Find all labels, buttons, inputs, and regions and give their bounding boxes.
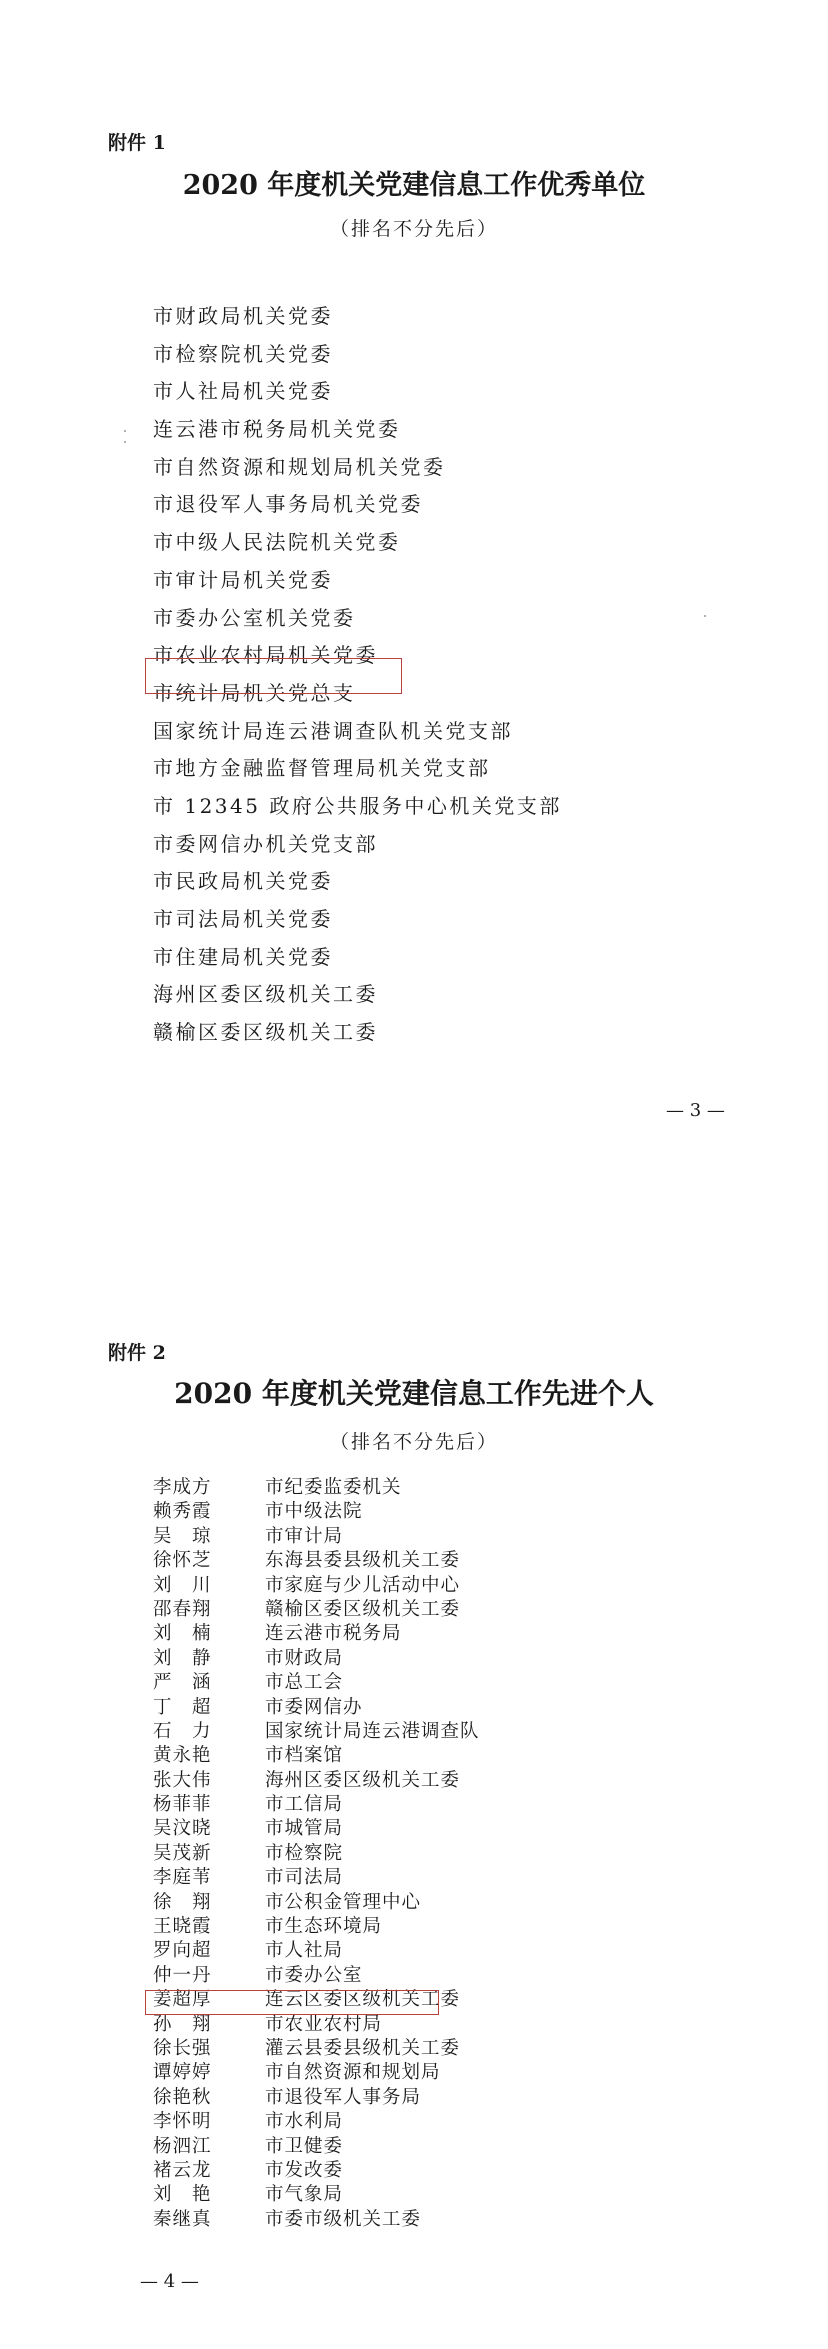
person-row: [153, 1793, 480, 1817]
unit-list-item-highlighted: 市农业农村局机关党委: [153, 643, 378, 668]
person-org: 国家统计局连云港调查队: [265, 1720, 480, 1742]
person-row: [153, 1915, 480, 1939]
person-name: 吴茂新: [153, 1842, 212, 1864]
person-name: 丁 超: [153, 1696, 212, 1718]
person-row: [153, 1842, 480, 1866]
unit-list-item: 市委网信办机关党支部: [153, 831, 378, 856]
person-row: [153, 2135, 480, 2159]
person-org: 市总工会: [265, 1672, 344, 1694]
person-row: [153, 2208, 480, 2232]
highlight-box: [145, 1990, 439, 2015]
person-org: 市委网信办: [265, 1696, 363, 1718]
unit-list-item: 市中级人民法院机关党委: [153, 530, 401, 555]
person-org: 市审计局: [265, 1525, 344, 1547]
person-name: 仲一丹: [153, 1964, 212, 1986]
person-name: 秦继真: [153, 2208, 212, 2230]
person-row: [153, 2061, 480, 2085]
person-list: [153, 1476, 480, 2232]
person-org: 连云区委区级机关工委: [265, 1989, 461, 2011]
unit-list-item: 市审计局机关党委: [153, 567, 333, 592]
document-page-4: [0, 1175, 828, 2349]
person-name: 刘 楠: [153, 1623, 212, 1645]
person-name: 黄永艳: [153, 1745, 212, 1767]
person-row: [153, 1549, 480, 1573]
unit-list-item: 市民政局机关党委: [153, 869, 333, 894]
person-row: [153, 1622, 480, 1646]
person-row: [153, 2110, 480, 2134]
person-row: [153, 1671, 480, 1695]
person-org: 海州区委区级机关工委: [265, 1769, 461, 1791]
person-name: 刘 艳: [153, 2184, 212, 2206]
person-org: 市司法局: [265, 1867, 344, 1889]
person-name: 杨菲菲: [153, 1794, 212, 1816]
unit-list-item: 市人社局机关党委: [153, 379, 333, 404]
person-row: [153, 2037, 480, 2061]
page-subtitle: （排名不分先后）: [329, 218, 498, 240]
person-name: 吴 琼: [153, 1525, 212, 1547]
person-name: 徐艳秋: [153, 2086, 212, 2108]
person-row: [153, 2183, 480, 2207]
person-org: 市生态环境局: [265, 1916, 383, 1938]
scan-speck: [124, 441, 126, 443]
page-title: 2020 年度机关党建信息工作先进个人: [174, 1377, 654, 1410]
person-org: 市委市级机关工委: [265, 2208, 422, 2230]
unit-list-item: 市司法局机关党委: [153, 907, 333, 931]
unit-list-item: 国家统计局连云港调查队机关党支部: [153, 718, 513, 743]
person-row: [153, 1574, 480, 1598]
person-org: 市退役军人事务局: [265, 2086, 422, 2108]
person-org: 市委办公室: [265, 1964, 363, 1986]
unit-list-item: 市统计局机关党总支: [153, 680, 356, 705]
person-row-highlighted: [153, 2013, 480, 2037]
unit-list-item: 市财政局机关党委: [153, 304, 333, 328]
person-row: [153, 2159, 480, 2183]
person-name: 石 力: [153, 1720, 212, 1742]
person-row: [153, 1939, 480, 1963]
person-org: 市公积金管理中心: [265, 1891, 422, 1913]
person-row: [153, 1525, 480, 1549]
person-org: 东海县委县级机关工委: [265, 1550, 461, 1572]
person-name: 赖秀霞: [153, 1501, 212, 1523]
page-subtitle: （排名不分先后）: [329, 1431, 498, 1453]
person-row: [153, 1476, 480, 1500]
person-name: 徐 翔: [153, 1891, 212, 1913]
unit-list-item: 赣榆区委区级机关工委: [153, 1020, 378, 1045]
person-org: 连云港市税务局: [265, 1623, 402, 1645]
page-number: — 3 —: [666, 1100, 725, 1121]
person-row: [153, 1769, 480, 1793]
person-org: 市气象局: [265, 2184, 344, 2206]
person-name: 严 涵: [153, 1672, 212, 1694]
person-row: [153, 1817, 480, 1841]
person-org: 灌云县委县级机关工委: [265, 2037, 461, 2059]
scan-speck: [704, 615, 706, 617]
person-row: [153, 1696, 480, 1720]
attachment-label: 附件 1: [108, 132, 166, 154]
person-name: 罗向超: [153, 1940, 212, 1962]
person-name: 刘 静: [153, 1647, 212, 1669]
unit-list-item: 市 12345 政府公共服务中心机关党支部: [153, 793, 562, 818]
person-name: 徐长强: [153, 2037, 212, 2059]
person-row: [153, 1598, 480, 1622]
person-name: 李庭苇: [153, 1867, 212, 1889]
person-org: 市家庭与少儿活动中心: [265, 1574, 461, 1596]
person-org: 市自然资源和规划局: [265, 2062, 441, 2084]
unit-list-item: 市检察院机关党委: [153, 341, 333, 366]
person-name: 张大伟: [153, 1769, 212, 1791]
person-name: 谭婷婷: [153, 2062, 212, 2084]
person-name: 褚云龙: [153, 2159, 212, 2181]
unit-list-item: 市委办公室机关党委: [153, 605, 356, 630]
unit-list-item: 市住建局机关党委: [153, 944, 333, 969]
person-org: 市卫健委: [265, 2135, 344, 2157]
person-name: 吴汶晓: [153, 1818, 212, 1840]
person-name: 王晓霞: [153, 1916, 212, 1938]
person-row: [153, 1744, 480, 1768]
unit-list-item: 市退役军人事务局机关党委: [153, 492, 423, 517]
unit-list-item: 市地方金融监督管理局机关党支部: [153, 756, 491, 781]
person-org: 市农业农村局: [265, 2013, 383, 2035]
person-org: 市档案馆: [265, 1745, 344, 1767]
person-row: [153, 1964, 480, 1988]
person-org: 市城管局: [265, 1818, 344, 1840]
scan-speck: [124, 430, 126, 432]
person-org: 市水利局: [265, 2111, 344, 2133]
person-org: 市人社局: [265, 1940, 344, 1962]
unit-list-item: 海州区委区级机关工委: [153, 982, 378, 1007]
person-name: 邵春翔: [153, 1598, 212, 1620]
person-name: 李怀明: [153, 2111, 212, 2133]
attachment-label: 附件 2: [108, 1342, 166, 1364]
person-row: [153, 1500, 480, 1524]
person-row: [153, 1866, 480, 1890]
person-row: [153, 1891, 480, 1915]
page-title: 2020 年度机关党建信息工作优秀单位: [182, 170, 646, 201]
unit-list-item: 市自然资源和规划局机关党委: [153, 454, 446, 479]
unit-list-item: 连云港市税务局机关党委: [153, 417, 401, 442]
person-name: 刘 川: [153, 1574, 212, 1596]
person-org: 市纪委监委机关: [265, 1477, 402, 1498]
person-row: [153, 2086, 480, 2110]
person-org: 赣榆区委区级机关工委: [265, 1598, 461, 1620]
person-name: 杨泗江: [153, 2135, 212, 2157]
person-name: 孙 翔: [153, 2013, 212, 2035]
page-number: — 4 —: [140, 2271, 199, 2292]
person-name: 徐怀芝: [153, 1550, 212, 1572]
person-org: 市财政局: [265, 1647, 344, 1669]
person-name: 李成方: [153, 1477, 212, 1498]
person-name: 姜超厚: [153, 1989, 212, 2011]
person-org: 市工信局: [265, 1794, 344, 1816]
person-row: [153, 1720, 480, 1744]
person-org: 市发改委: [265, 2159, 344, 2181]
person-org: 市检察院: [265, 1842, 344, 1864]
person-org: 市中级法院: [265, 1501, 363, 1523]
person-row: [153, 1647, 480, 1671]
highlight-box: [145, 658, 402, 694]
